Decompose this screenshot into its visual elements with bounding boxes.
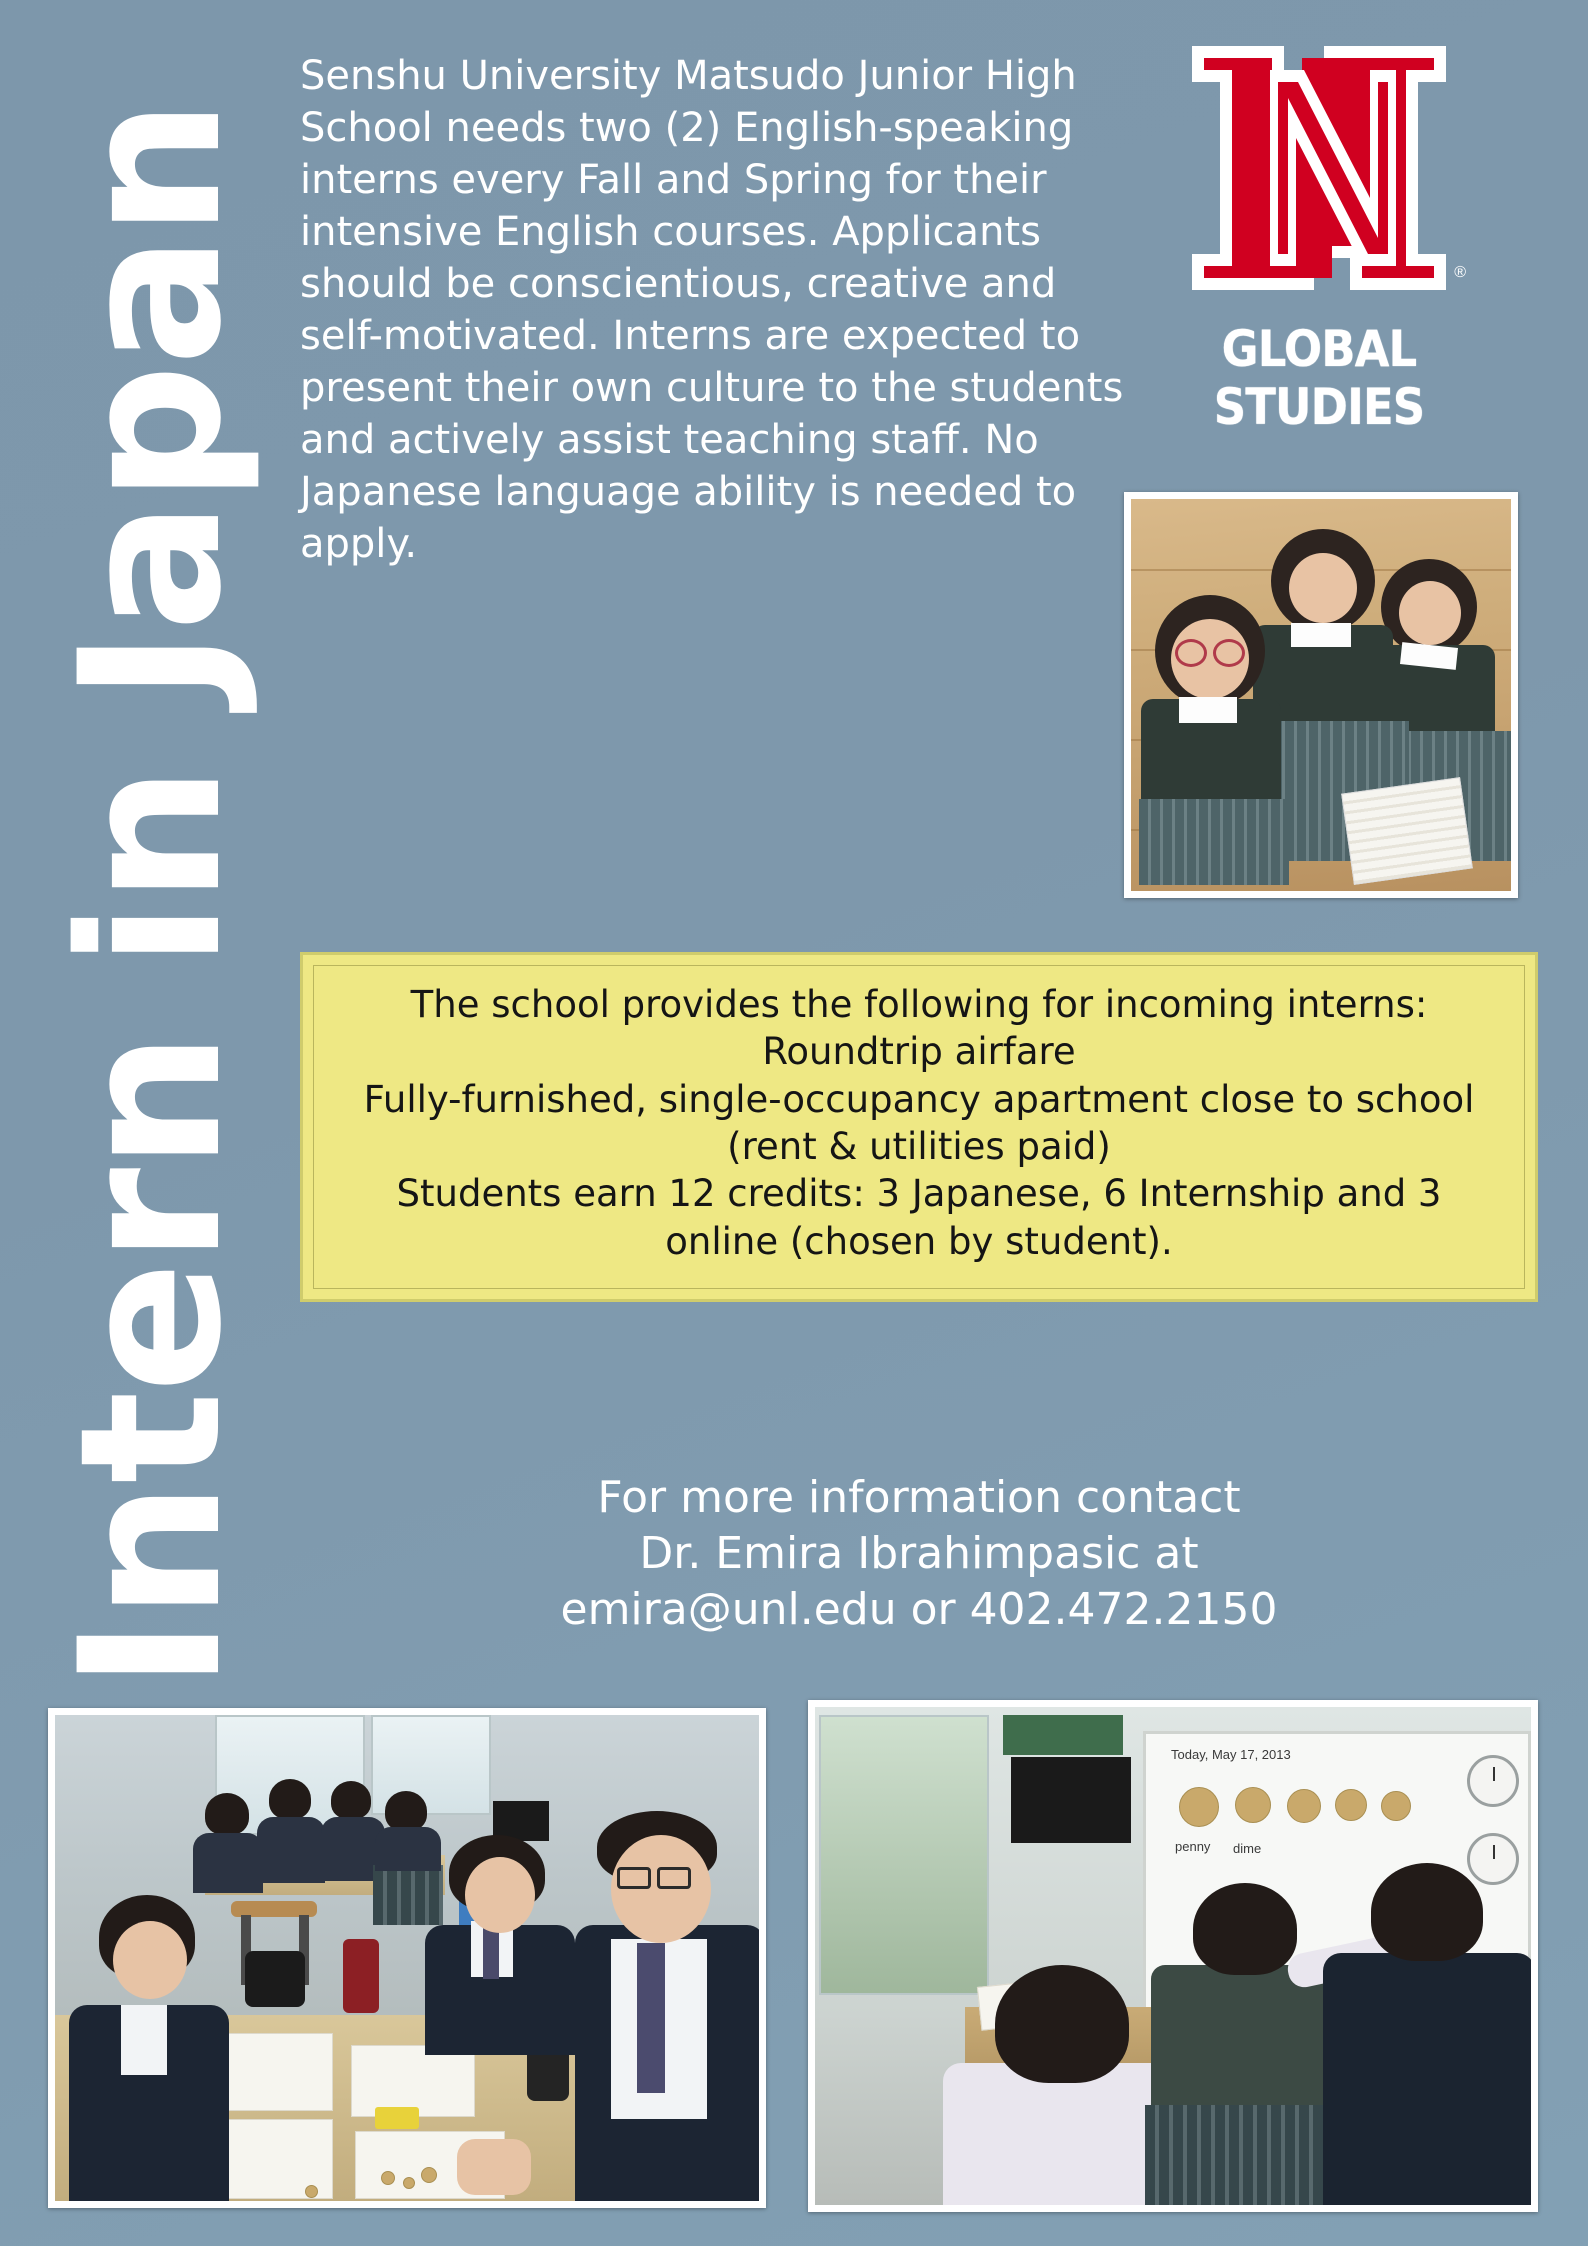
benefits-box [300,952,1538,1302]
photo-whiteboard-coins [808,1700,1538,2212]
whiteboard-label-dime: dime [1233,1841,1262,1856]
benefits-line-4: Students earn 12 credits: 3 Japanese, 6 Internship and 3 online (chosen by student). [396,1172,1442,1263]
trademark-icon: ® [1454,264,1466,281]
page-title: Intern in Japan [38,100,264,1690]
whiteboard-label-penny: penny [1175,1839,1211,1854]
program-label: GLOBAL STUDIES [1213,320,1425,436]
contact-line-3[interactable]: emira@unl.edu or 402.472.2150 [560,1583,1278,1635]
intro-paragraph: Senshu University Matsudo Junior High School needs two (2) English-speaking interns every Fall and Spring for their intensive English courses. Applicants should be conscientious, creative and self-motivated. Interns are expected to present their own culture to the students and actively assist teaching staff. No Japanese language ability is needed to apply. [300,53,1124,567]
benefits-line-1: The school provides the following for incoming interns: [410,983,1428,1026]
benefits-line-3: Fully-furnished, single-occupancy apartment close to school (rent & utilities paid) [363,1077,1475,1169]
brand-logo-block [1124,38,1514,436]
benefits-line-2: Roundtrip airfare [762,1030,1076,1074]
contact-block [300,1470,1538,1638]
contact-line-2: Dr. Emira Ibrahimpasic at [639,1527,1199,1579]
vertical-title-container [0,0,280,1700]
whiteboard-heading: Today, May 17, 2013 [1171,1747,1291,1762]
nebraska-n-logo [1174,38,1464,298]
photo-three-students [1124,492,1518,898]
contact-line-1: For more information contact [597,1472,1241,1523]
photo-classroom-coins [48,1708,766,2208]
